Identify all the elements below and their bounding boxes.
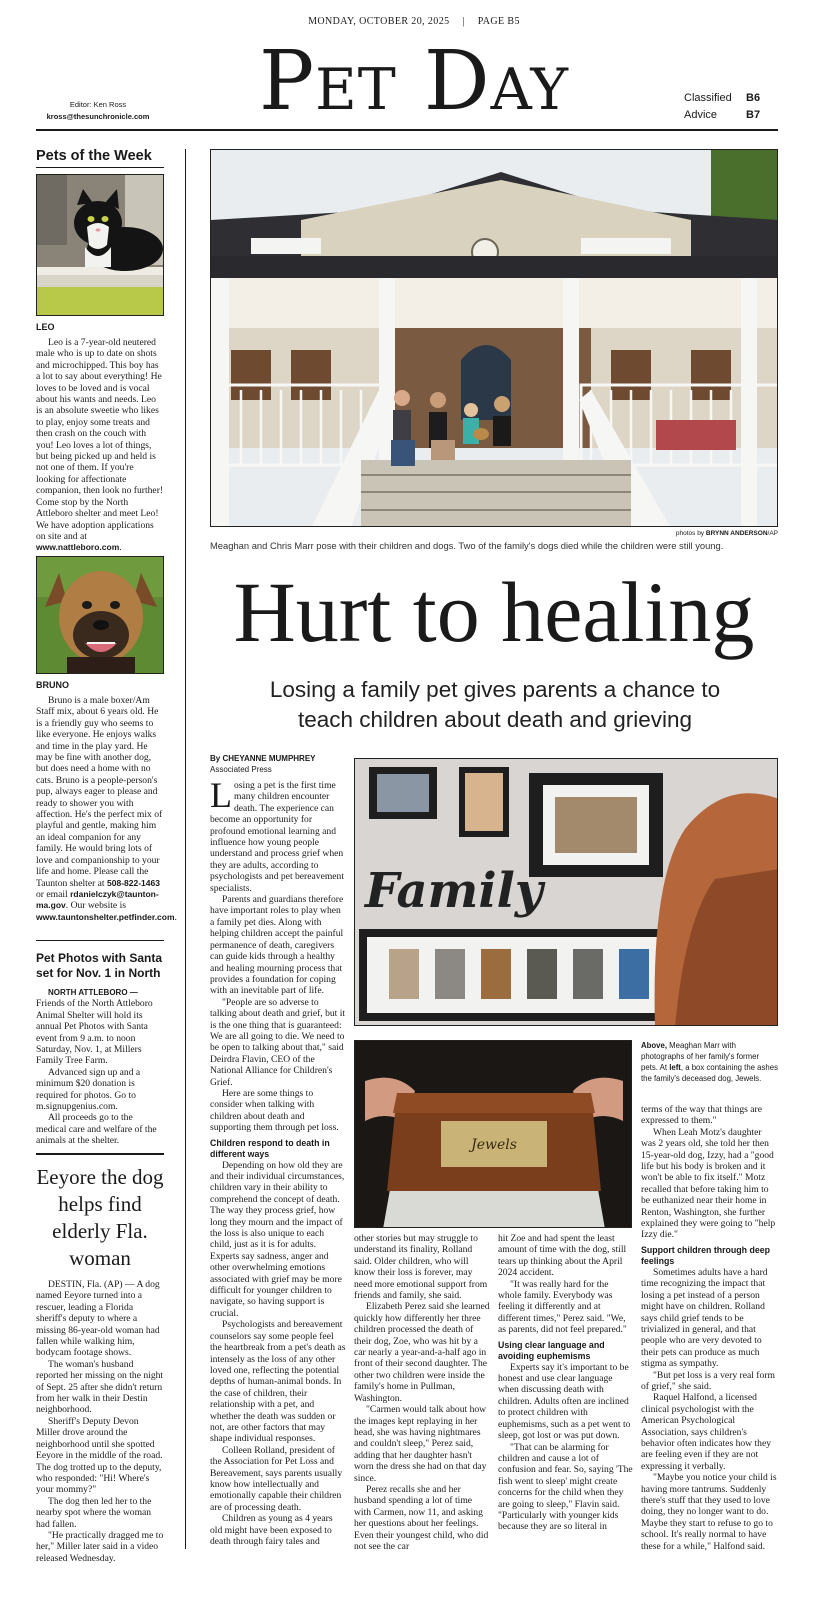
santa-heading: Pet Photos with Santa set for Nov. 1 in North — [36, 951, 163, 980]
byline-block — [210, 753, 316, 775]
family-wall-image — [355, 759, 778, 1026]
section-title: Pet Day — [258, 34, 570, 129]
editor-email[interactable]: kross@thesunchronicle.com — [46, 112, 150, 121]
bruno-website-link[interactable]: www.tauntonshelter.petfinder.com — [36, 911, 175, 922]
family-wall-photo — [354, 758, 778, 1026]
subhead-clear-language: Using clear language and avoiding euphemisms — [498, 1339, 605, 1361]
sidebar-heading-rule — [36, 167, 164, 168]
sidebar-heading: Pets of the Week — [36, 148, 152, 164]
index-row-classified[interactable]: Classified B6 — [684, 92, 761, 104]
editor-block — [36, 99, 160, 123]
byline: By CHEYANNE MUMPHREY — [210, 754, 316, 763]
house-photo — [210, 149, 778, 527]
leo-website-link[interactable]: www.nattleboro.com — [36, 542, 120, 553]
bruno-photo — [36, 556, 164, 674]
house-caption: Meaghan and Chris Marr pose with their children and dogs. Two of the family's dogs died while the children were still young. — [210, 540, 724, 551]
dateline: MONDAY, OCTOBER 20, 2025 — [308, 16, 450, 27]
santa-dateline: NORTH ATTLEBORO — — [48, 988, 138, 997]
masthead-rule — [36, 129, 778, 131]
article-col-4: terms of the way that things are expressed to them." When Leah Motz's daughter was 2 years old, she told her then 15-year-old dog, Izzy, had a "good life but his body is broken and it won't be able to fix itself." Motz recalled that before taking him to be euthanized near their home in Renton, Washington, she further explained they were going to "help Izzy die." Support children through deep feelings Sometimes adults have a hard time recognizing the impact that losing a pet instead of a person might have on children. Rolland says child grief tends to be trivialized in general, and that people who are very devoted to their pets can produce as much stigma as sympathy. "But pet loss is a very real form of grief," she said. Raquel Halfond, a licensed clinical psychologist with the American Psychological Association, says children's behavior often indicates how they are feeling even if they are not expressing it verbally. "Maybe you notice your child is having more tantrums. Suddenly there's stuff that they used to love doing, they no longer want to do. Maybe they start to refuse to go to school. It's really normal to have these for a while," Halfond said. — [641, 1104, 777, 1552]
photo-credit: photos by BRYNN ANDERSON/AP — [675, 530, 778, 537]
box-label-text: Jewels — [471, 1137, 517, 1153]
article-col-1: Losing a pet is the first time many children encounter death. The experience can become an opportunity for profound emotional learning and influence how young people understand and process grief when they are adults, according to psychologists and pet bereavement specialists. Parents and guardians therefore have important roles to play when a family pet dies. Along with helping children accept the painful permanence of death, caregivers can guide kids through a healthy and healing mourning process that provides a foundation for coping with an inevitable part of life. "People are so adverse to talking about death and grief, but it is the one thing that is guaranteed: We are all going to die. We need to be open to talking about that," said Deirdra Flavin, CEO of the National Alliance for Children's Grief. Here are some things to consider when talking with children about death and supporting them through pet loss. Children respond to death in different ways Depending on how old they are and their individual circumstances, children vary in their ability to comprehend the concept of death. The way they process grief, how long they mourn and the impact of the loss is also unique to each child, just as it is for adults. Experts say sadness, anger and other overwhelming emotions associated with grief may be more difficult for younger children to navigate, so having support is crucial. Psychologists and bereavement counselors say some people feel the heartbreak from a pet's death as intensely as the loss of any other loved one, reflecting the potential depths of human-animal bonds. In the case of children, their relationship with a pet, and whether the death was sudden or not, are other factors that may shape individual responses. Colleen Rolland, president of the Association for Pet Loss and Bereavement, says parents usually know how intellectually and emotionally capable their children are of processing death. Children as young as 4 years old might have been exposed to death through fairy tales and — [210, 775, 346, 1547]
side-caption: Above, Meaghan Marr with photographs of her family's former pets. At left, a box containing the ashes the family's deceased dog, Jewels. — [641, 1041, 778, 1083]
santa-rule — [36, 940, 164, 941]
bruno-name: BRUNO — [36, 680, 69, 690]
subhead-children-respond: Children respond to death in different ways — [210, 1137, 330, 1159]
ashes-box-photo — [354, 1040, 632, 1228]
drop-cap: L — [210, 775, 232, 815]
dateline-separator: | — [462, 16, 465, 27]
ashes-box-image — [355, 1041, 632, 1228]
section-index — [684, 90, 784, 124]
article-col-3: hit Zoe and had spent the least amount of time with the dog, still tears up thinking about the April 2024 accident. "It was really hard for the whole family. Everybody was feeling it differently and at different times," Perez said. "We, as parents, did not feel prepared." Using clear language and avoiding euphemisms Experts say it's important to be honest and use clear language when discussing death with children. Adults often are inclined to protect children with euphemisms, such as a pet went to sleep, got lost or was put down. "That can be alarming for children and cause a lot of confusion and fear. So, saying 'The fish went to sleep' might create concerns for the child when they are going to sleep," Flavin said. "Particularly with younger kids because they are so literal in — [498, 1233, 633, 1533]
subheadline: Losing a family pet gives parents a chance to teach children about death and grieving — [269, 677, 721, 732]
bruno-phone[interactable]: 508-822-1463 — [107, 877, 160, 888]
leo-photo — [36, 174, 164, 316]
eeyore-story: DESTIN, Fla. (AP) — A dog named Eeyore turned into a rescuer, leading a Florida sheriff's deputy to where a missing 86-year-old woman had fallen while walking him, bodycam footage shows. The woman's husband reported her missing on the night of Sept. 25 after she didn't return from her walk in their Destin neighborhood. Sheriff's Deputy Devon Miller drove around the neighborhood until she spotted Eeyore in the middle of the road. The dog trotted up to the deputy, who responded: "Hi! Where's your mommy?" The dog then led her to the nearby spot where the woman had fallen. "He practically dragged me to her," Miller later said in a video released Wednesday. — [36, 1279, 164, 1564]
byline-org: Associated Press — [210, 765, 272, 774]
family-sign-text: Family — [365, 863, 543, 919]
index-row-advice[interactable]: Advice B7 — [684, 109, 761, 121]
eeyore-heading: Eeyore the dog helps find elderly Fla. woman — [36, 1165, 164, 1270]
leo-cat-image — [37, 175, 164, 316]
subhead-support-children: Support children through deep feelings — [641, 1244, 771, 1266]
sidebar-divider — [185, 149, 186, 1549]
article-col-2: other stories but may struggle to understand its finality, Rolland said. Older children, who will know their loss is forever, may need more emotional support from friends and family, she said. Elizabeth Perez said she learned quickly how differently her three children processed the death of their dog, Zoe, who was hit by a car nearly a year-and-a-half ago in front of their second daughter. The other two children were inside the family's home in Pullman, Washington. "Carmen would talk about how the images kept replaying in her head, she was having nightmares and couldn't sleep," Perez said, adding that her daughter hasn't worn the dress she had on that day since. Perez recalls she and her husband spending a lot of time with Carmen, now 11, and asking her questions about her feelings. Even their youngest child, who did not see the car — [354, 1233, 490, 1552]
dateline-bar — [0, 16, 828, 27]
leo-name: LEO — [36, 322, 55, 332]
editor-label: Editor: Ken Ross — [69, 100, 127, 109]
bruno-dog-image — [37, 557, 164, 674]
headline: Hurt to healing — [233, 564, 755, 660]
eeyore-rule — [36, 1153, 164, 1155]
bruno-blurb: Bruno is a male boxer/Am Staff mix, about 6 years old. He is a friendly guy who seems to like everyone. He enjoys walks and time in the play yard. He may be fine with another dog, but does need a home with no cats. Bruno is a people-person's pup, always eager to please and ready to shower you with affection. He's the perfect mix of playful and gentle, making him an ideal companion for any family. He would bring lots of love and companionship to your life and home. Please call the Taunton shelter at 508-822-1463 or email rdanielczyk@taunton-ma.gov. Our website is www.tauntonshelter.petfinder.com. — [36, 695, 177, 923]
santa-story: NORTH ATTLEBORO — Friends of the North Attleboro Animal Shelter will hold its annual Pet Photos with Santa event from 9 a.m. to noon Saturday, Nov. 1, at Millers Family Tree Farm. Advanced sign up and a minimum $20 donation is required for photos. Go to m.signupgenius.com. All proceeds go to the medical care and welfare of the animals at the shelter. — [36, 988, 157, 1147]
family-porch-image — [211, 150, 778, 527]
leo-blurb: Leo is a 7-year-old neutered male who is up to date on shots and microchipped. This boy has a lot to say about everything! He loves to be loved and is vocal about his wants and needs. Leo is an absolute sweetie who likes to play, enjoy some treats and then crash on the couch with you! Leo loves a lot of things, but being picked up and held is not one of them. If you're looking for affectionate companion, then look no further! Come stop by the North Attleboro shelter and meet Leo! We have adoption applications on site and at www.nattleboro.com. — [36, 337, 164, 554]
bruno-email-link[interactable]: rdanielczyk@taunton-ma.gov — [36, 888, 159, 911]
page-number: PAGE B5 — [477, 16, 520, 27]
